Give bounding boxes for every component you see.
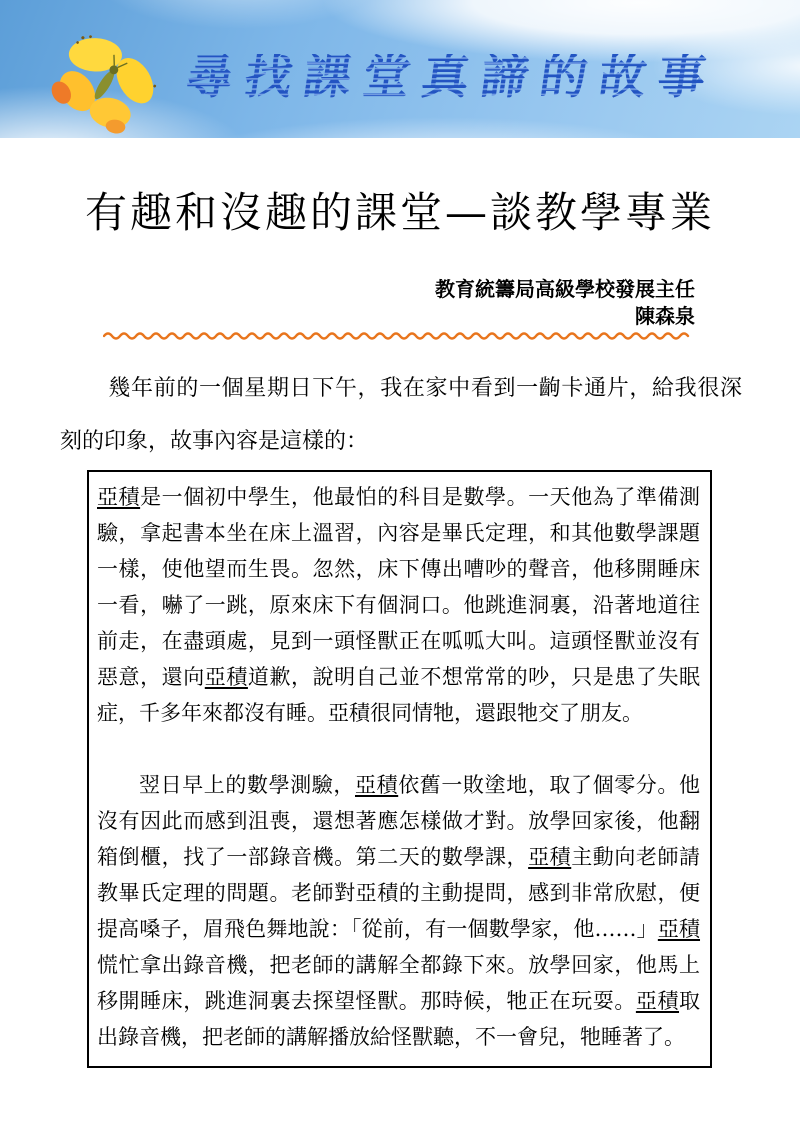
banner-title: 尋找課堂真諦的故事 <box>182 50 721 105</box>
intro-paragraph: 幾年前的一個星期日下午，我在家中看到一齣卡通片，給我很深刻的印象，故事內容是這樣的： <box>60 376 742 454</box>
story-paragraph-2: 翌日早上的數學測驗，亞積依舊一敗塗地，取了個零分。他沒有因此而感到沮喪，還想著應怎樣做才對。放學回家後，他翻箱倒櫃，找了一部錄音機。第二天的數學課，亞積主動向老師請教畢氏定理的問題。老師對亞積的主動提問，感到非常欣慰，便提高嗓子，眉飛色舞地說：「從前，有一個數學家，他……」亞積慌忙拿出錄音機，把老師的講解全都錄下來。放學回家，他馬上移開睡床，跳進洞裏去探望怪獸。那時候，牠正在玩耍。亞積取出錄音機，把老師的講解播放給怪獸聽，不一會兒，牠睡著了。 <box>97 773 701 1049</box>
story-box <box>87 470 712 1068</box>
wavy-divider <box>103 330 697 342</box>
butterfly-icon <box>46 32 164 136</box>
wavy-divider-path <box>104 334 688 339</box>
byline-role: 教育統籌局高級學校發展主任 <box>435 277 695 301</box>
byline <box>435 276 695 330</box>
byline-name: 陳森泉 <box>635 304 695 328</box>
banner <box>0 0 800 138</box>
story-paragraph-1: 亞積是一個初中學生，他最怕的科目是數學。一天他為了準備測驗，拿起書本坐在床上溫習，內容是畢氏定理，和其他數學課題一樣，使他望而生畏。忽然，床下傳出嘈吵的聲音，他移開睡床一看，嚇了一跳，原來床下有個洞口。他跳進洞裏，沿著地道往前走，在盡頭處，見到一頭怪獸正在呱呱大叫。這頭怪獸並沒有惡意，還向亞積道歉，說明自己並不想常常的吵，只是患了失眠症，千多年來都沒有睡。亞積很同情牠，還跟牠交了朋友。 <box>97 485 701 725</box>
article-title: 有趣和沒趣的課堂—談教學專業 <box>84 188 715 237</box>
